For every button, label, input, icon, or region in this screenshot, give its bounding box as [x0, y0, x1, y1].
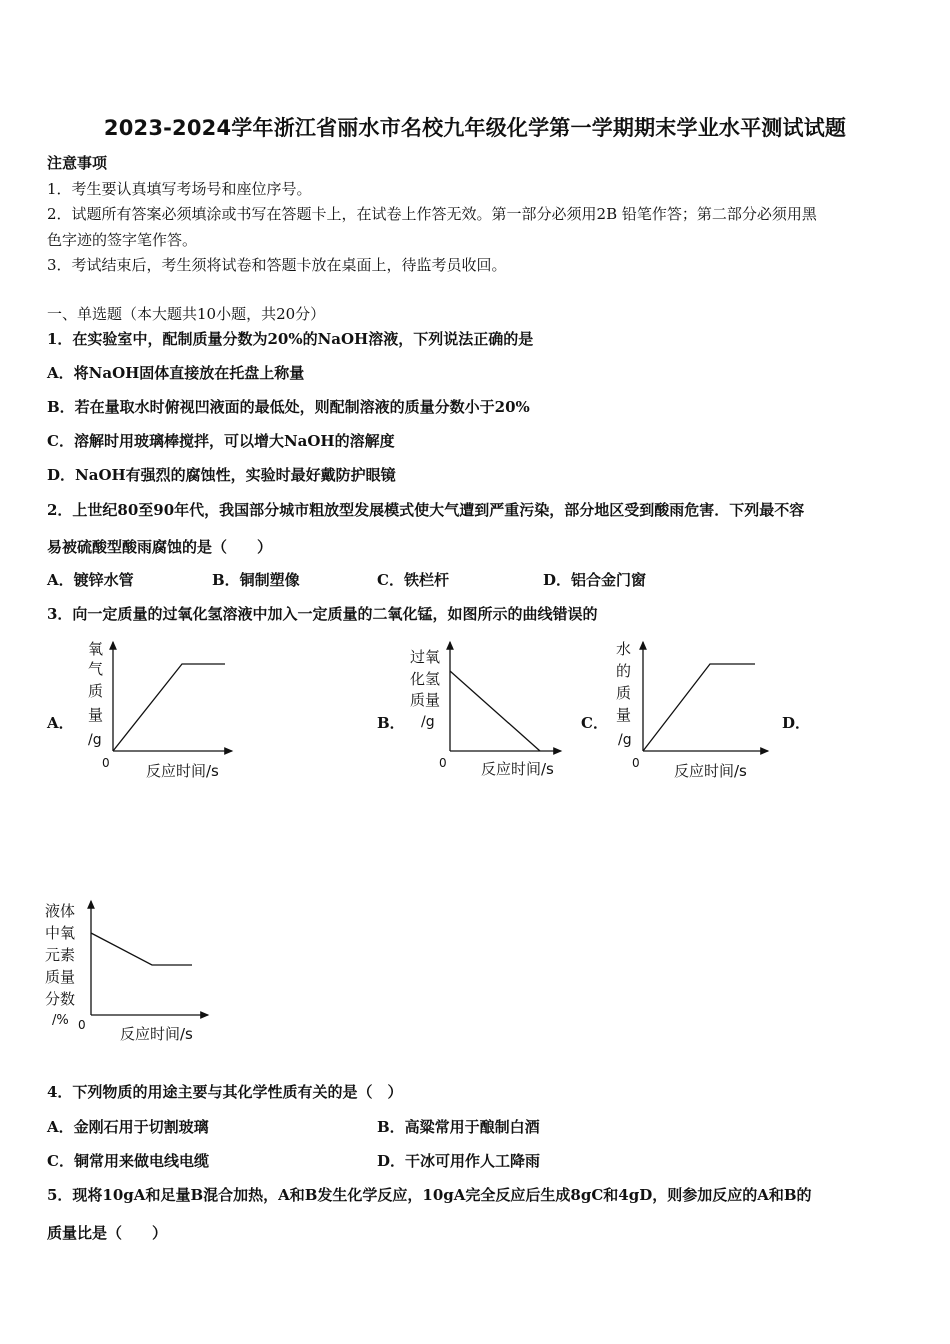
y-label: 质 — [616, 684, 632, 702]
y-label: 液体 — [45, 902, 76, 920]
question-2-stem-line1: 2．上世纪80至90年代，我国部分城市粗放型发展模式使大气遭到严重污染，部分地区受到酸雨危害．下列最不容 — [47, 501, 805, 519]
question-4-option-a: A．金刚石用于切割玻璃 — [47, 1118, 209, 1136]
origin-label: 0 — [102, 756, 110, 770]
curve — [450, 671, 540, 751]
origin-label: 0 — [439, 756, 447, 770]
y-label: 量 — [616, 706, 632, 724]
graph-c — [610, 634, 780, 784]
question-2-option-d: D．铝合金门窗 — [543, 571, 647, 589]
question-1-stem: 1．在实验室中，配制质量分数为20%的NaOH溶液，下列说法正确的是 — [47, 330, 534, 348]
question-5-stem-line2: 质量比是（ ） — [47, 1224, 168, 1242]
notice-heading: 注意事项 — [47, 154, 108, 172]
y-unit: /g — [618, 732, 632, 748]
y-unit: /g — [88, 732, 102, 748]
x-label: 反应时间/s — [674, 762, 747, 780]
y-label: 量 — [88, 706, 104, 724]
y-label: 分数 — [45, 990, 76, 1008]
notice-item: 色字迹的签字笔作答。 — [47, 231, 198, 249]
y-label: 中氧 — [45, 924, 76, 942]
question-5-stem-line1: 5．现将10gA和足量B混合加热，A和B发生化学反应，10gA完全反应后生成8gC和4gD，则参加反应的A和B的 — [47, 1186, 812, 1204]
y-label: 过氧 — [410, 648, 441, 666]
y-label: 质量 — [45, 968, 76, 986]
curve — [91, 933, 192, 965]
question-3-label-b: B． — [377, 714, 405, 732]
origin-label: 0 — [78, 1018, 86, 1032]
y-label: 质 — [88, 682, 104, 700]
graph-a — [80, 634, 250, 784]
y-label: 元素 — [45, 946, 76, 964]
notice-item: 1．考生要认真填写考场号和座位序号。 — [47, 180, 312, 198]
notice-item: 3．考试结束后，考生须将试卷和答题卡放在桌面上，待监考员收回。 — [47, 256, 507, 274]
question-2-stem-line2: 易被硫酸型酸雨腐蚀的是（ ） — [47, 538, 273, 556]
y-unit: /% — [52, 1013, 69, 1028]
question-3-label-c: C． — [581, 714, 608, 732]
question-3-label-a: A． — [47, 714, 74, 732]
x-label: 反应时间/s — [120, 1025, 193, 1043]
x-label: 反应时间/s — [481, 760, 554, 778]
y-label: 化氢 — [410, 670, 441, 688]
question-1-option-b: B．若在量取水时俯视凹液面的最低处，则配制溶液的质量分数小于20% — [47, 398, 530, 416]
y-label: 水 — [616, 640, 632, 658]
question-1-option-a: A．将NaOH固体直接放在托盘上称量 — [47, 364, 305, 382]
question-4-option-b: B．高粱常用于酿制白酒 — [377, 1118, 540, 1136]
y-label: 质量 — [410, 691, 441, 709]
question-2-option-a: A．镀锌水管 — [47, 571, 134, 589]
origin-label: 0 — [632, 756, 640, 770]
question-1-option-c: C．溶解时用玻璃棒搅拌，可以增大NaOH的溶解度 — [47, 432, 395, 450]
notice-item: 2．试题所有答案必须填涂或书写在答题卡上，在试卷上作答无效。第一部分必须用2B 铅笔作答；第二部分必须用黑 — [47, 205, 817, 223]
question-4-option-d: D．干冰可用作人工降雨 — [377, 1152, 541, 1170]
curve — [643, 664, 755, 751]
question-4-option-c: C．铜常用来做电线电缆 — [47, 1152, 209, 1170]
question-3-stem: 3．向一定质量的过氧化氢溶液中加入一定质量的二氧化锰，如图所示的曲线错误的 — [47, 605, 598, 623]
curve — [113, 664, 225, 751]
graph-d — [40, 893, 220, 1048]
section-heading: 一、单选题（本大题共10小题，共20分） — [47, 305, 326, 323]
question-2-option-c: C．铁栏杆 — [377, 571, 449, 589]
question-4-stem: 4．下列物质的用途主要与其化学性质有关的是（ ） — [47, 1083, 403, 1101]
question-1-option-d: D．NaOH有强烈的腐蚀性，实验时最好戴防护眼镜 — [47, 466, 396, 484]
y-unit: /g — [421, 714, 435, 730]
graph-b — [405, 634, 575, 784]
question-2-option-b: B．铜制塑像 — [212, 571, 300, 589]
page-title: 2023-2024学年浙江省丽水市名校九年级化学第一学期期末学业水平测试试题 — [103, 116, 847, 140]
x-label: 反应时间/s — [146, 762, 219, 780]
y-label: 的 — [616, 662, 632, 680]
y-label: 气 — [88, 660, 104, 678]
question-3-label-d: D． — [782, 714, 811, 732]
y-label: 氧 — [88, 640, 104, 658]
